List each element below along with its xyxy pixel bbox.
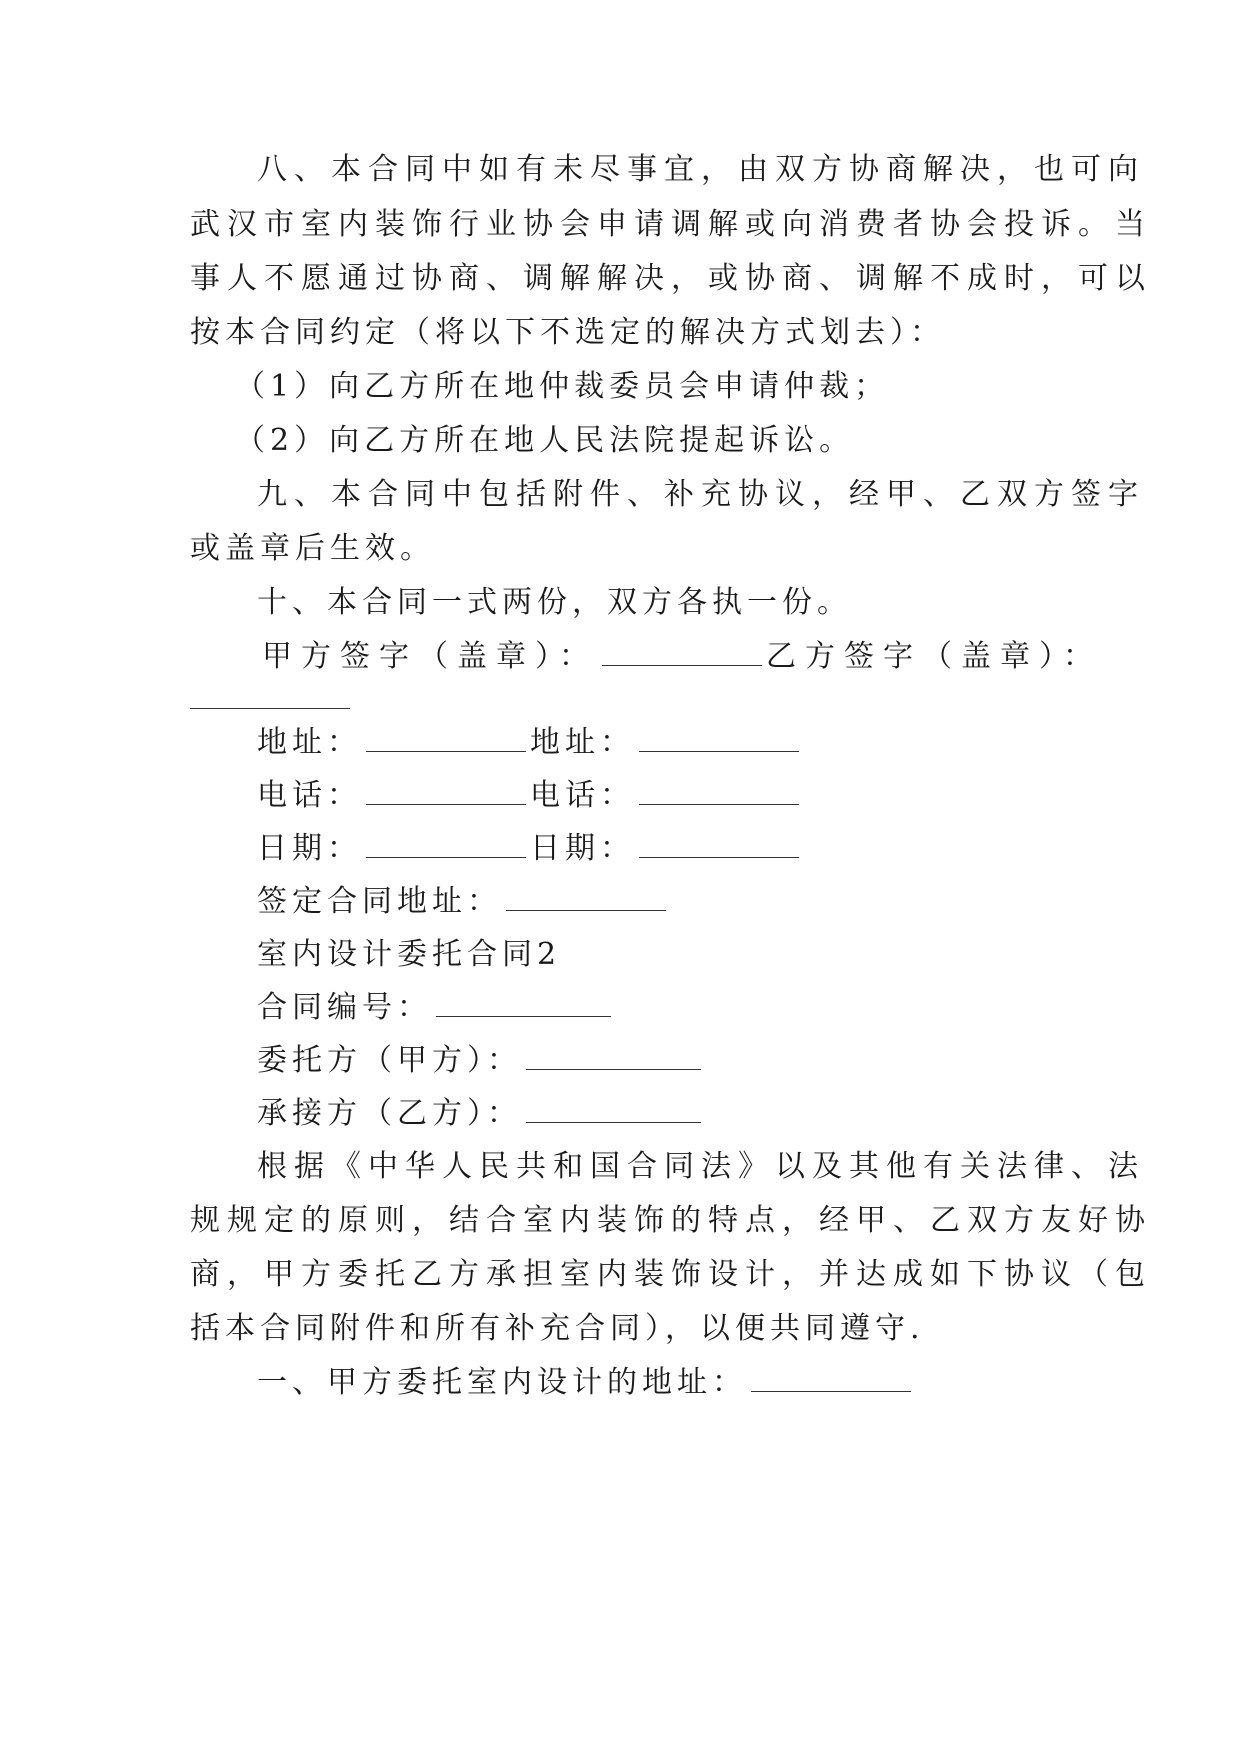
client-row <box>257 1041 705 1081</box>
party-a-address-blank[interactable] <box>366 723 526 752</box>
party-a-date-label: 日期： <box>257 831 362 866</box>
party-a-address-label: 地址： <box>257 725 362 760</box>
client-label: 委托方（甲方）： <box>257 1043 522 1078</box>
contract-number-row <box>257 988 615 1028</box>
party-b-date-blank[interactable] <box>639 829 799 858</box>
contractor-blank[interactable] <box>526 1094 701 1123</box>
party-b-phone-label: 电话： <box>530 778 635 813</box>
intro-line-2: 规规定的原则，结合室内装饰的特点，经甲、乙双方友好协 <box>190 1203 1152 1238</box>
phone-row <box>257 776 803 816</box>
party-a-signature-label: 甲方签字（盖章）： <box>262 639 598 674</box>
party-a-phone-blank[interactable] <box>366 776 526 805</box>
clause-8-line-3: 事人不愿通过协商、调解解决，或协商、调解不成时，可以 <box>190 261 1152 296</box>
party-b-date-label: 日期： <box>530 831 635 866</box>
party-b-address-blank[interactable] <box>639 723 799 752</box>
party-a-phone-label: 电话： <box>257 778 362 813</box>
date-row <box>257 829 803 869</box>
intro-line-1: 根据《中华人民共和国合同法》以及其他有关法律、法 <box>257 1149 1145 1184</box>
clause-10: 十、本合同一式两份，双方各执一份。 <box>257 585 852 620</box>
item-1-label: 一、甲方委托室内设计的地址： <box>257 1365 747 1400</box>
clause-8-line-4: 按本合同约定（将以下不选定的解决方式划去）： <box>190 315 945 350</box>
contractor-label: 承接方（乙方）： <box>257 1096 522 1131</box>
option-2: （2）向乙方所在地人民法院提起诉讼。 <box>235 423 855 458</box>
clause-8-line-2: 武汉市室内装饰行业协会申请调解或向消费者协会投诉。当 <box>190 207 1152 242</box>
item-1-blank[interactable] <box>751 1363 911 1392</box>
contract-2-title: 室内设计委托合同2 <box>257 937 562 972</box>
intro-line-3: 商，甲方委托乙方承担室内装饰设计，并达成如下协议（包 <box>190 1257 1152 1292</box>
contract-number-label: 合同编号： <box>257 990 432 1025</box>
party-b-signature-line <box>190 680 354 720</box>
address-row <box>257 723 803 763</box>
party-b-signature-label: 乙方签字（盖章）： <box>766 639 1102 674</box>
intro-line-4: 括本合同附件和所有补充合同），以便共同遵守. <box>190 1311 925 1346</box>
option-1: （1）向乙方所在地仲裁委员会申请仲裁； <box>235 369 890 404</box>
sign-place-row <box>257 882 670 922</box>
sign-place-label: 签定合同地址： <box>257 884 502 919</box>
sign-place-blank[interactable] <box>506 882 666 911</box>
party-b-phone-blank[interactable] <box>639 776 799 805</box>
party-a-date-blank[interactable] <box>366 829 526 858</box>
party-b-address-label: 地址： <box>530 725 635 760</box>
clause-9-line-1: 九、本合同中包括附件、补充协议，经甲、乙双方签字 <box>257 477 1145 512</box>
party-a-signature-blank[interactable] <box>602 637 762 666</box>
client-blank[interactable] <box>526 1041 701 1070</box>
clause-9-line-2: 或盖章后生效。 <box>190 531 435 566</box>
contract-number-blank[interactable] <box>436 988 611 1017</box>
signature-row <box>262 637 1102 677</box>
item-1-row <box>257 1363 915 1403</box>
contractor-row <box>257 1094 705 1134</box>
clause-8-line-1: 八、本合同中如有未尽事宜，由双方协商解决，也可向 <box>257 152 1145 187</box>
party-b-signature-blank[interactable] <box>190 680 350 709</box>
